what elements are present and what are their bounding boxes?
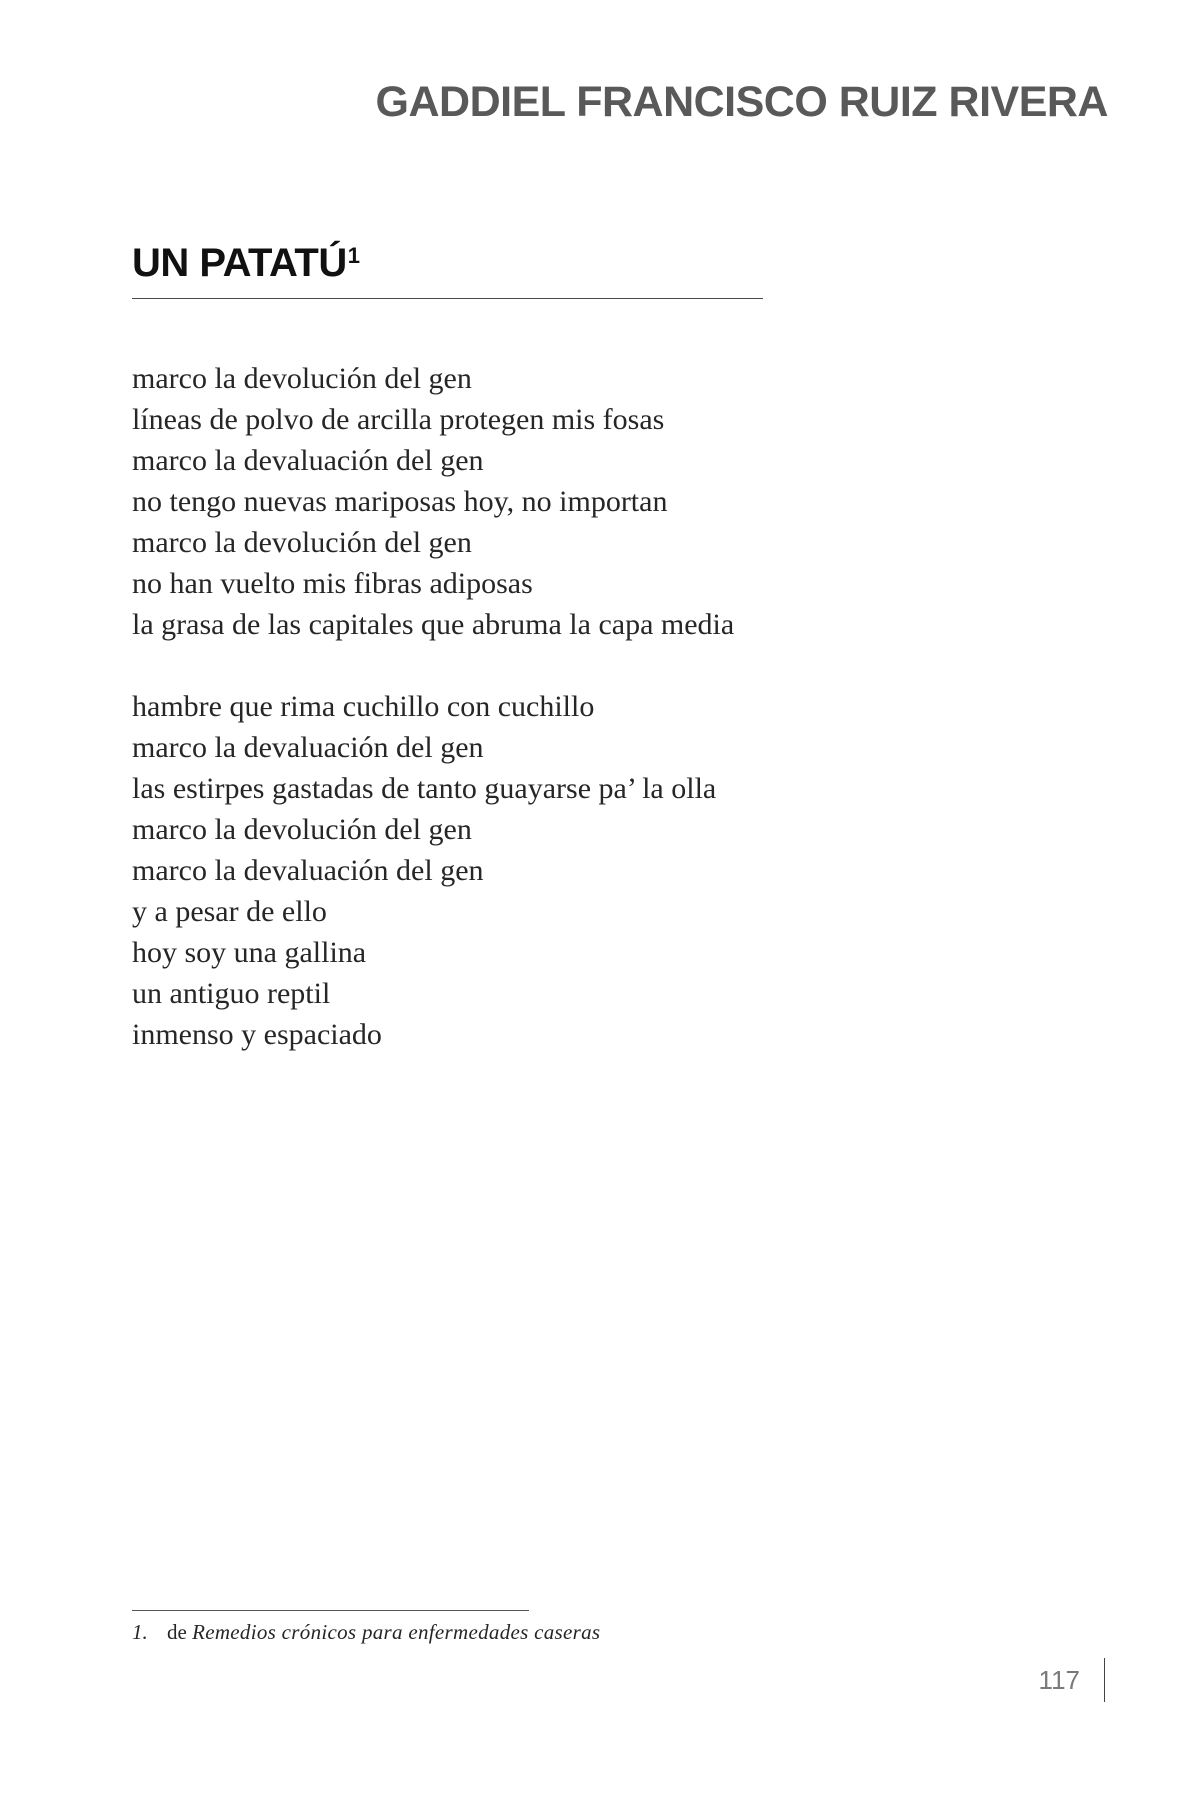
verse-line: y a pesar de ello <box>132 895 327 928</box>
verse-line: marco la devolución del gen <box>132 526 472 559</box>
page-number: 117 <box>1038 1665 1080 1695</box>
footnote-source-title: Remedios crónicos para enfermedades caseras <box>192 1620 601 1644</box>
verse-line: hoy soy una gallina <box>132 936 367 969</box>
verse-line: marco la devaluación del gen <box>132 731 484 764</box>
verse-line: inmenso y espaciado <box>132 1018 382 1051</box>
verse-line: las estirpes gastadas de tanto guayarse pa’ la olla <box>132 772 717 805</box>
footnote-reference[interactable]: 1 <box>347 243 360 268</box>
poem-title-block <box>132 242 763 299</box>
verse-line: no han vuelto mis fibras adiposas <box>132 567 533 600</box>
verse-line: hambre que rima cuchillo con cuchillo <box>132 690 595 723</box>
verse-line: marco la devaluación del gen <box>132 444 484 477</box>
running-header-author: GADDIEL FRANCISCO RUIZ RIVERA <box>375 78 1108 126</box>
verse-line: líneas de polvo de arcilla protegen mis fosas <box>132 403 665 436</box>
verse-line: no tengo nuevas mariposas hoy, no importan <box>132 485 668 518</box>
poem-title <box>132 242 763 284</box>
verse-line: un antiguo reptil <box>132 977 331 1010</box>
footnote-number: 1. <box>132 1620 148 1644</box>
page-number-rule <box>1104 1658 1105 1702</box>
poem-body <box>132 358 932 1055</box>
stanza-1 <box>132 358 932 645</box>
verse-line: marco la devaluación del gen <box>132 854 484 887</box>
footnote-divider <box>132 1610 529 1611</box>
verse-line: marco la devolución del gen <box>132 362 472 395</box>
poem-title-text: UN PATATÚ <box>132 241 347 285</box>
footnote <box>132 1620 600 1645</box>
verse-line: la grasa de las capitales que abruma la capa media <box>132 608 735 641</box>
stanza-2 <box>132 686 932 1055</box>
verse-line: marco la devolución del gen <box>132 813 472 846</box>
footnote-prefix: de <box>167 1620 187 1644</box>
